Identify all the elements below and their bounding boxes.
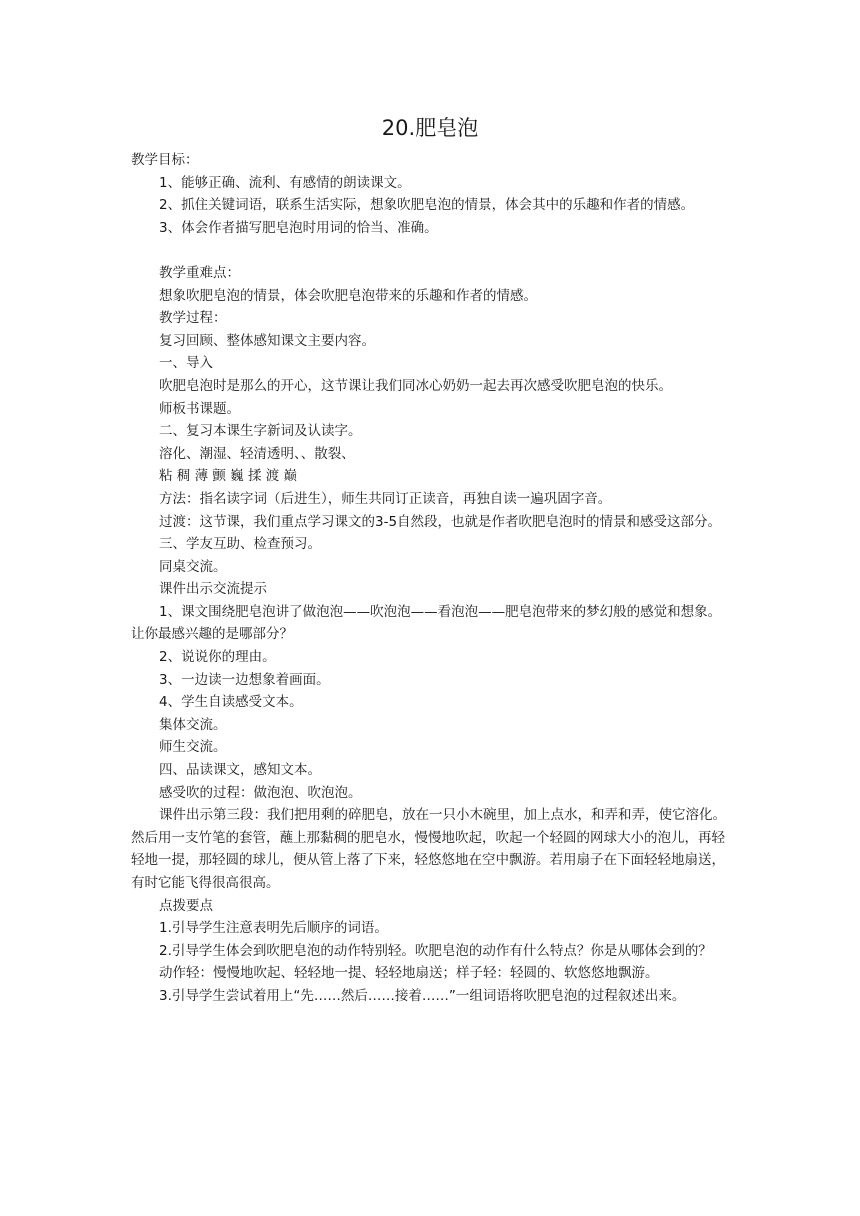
paragraph: 集体交流。 (159, 716, 227, 733)
paragraph: 1、能够正确、流利、有感情的朗读课文。 (159, 174, 411, 191)
paragraph: 师板书课题。 (159, 400, 240, 417)
paragraph: 2.引导学生体会到吹肥皂泡的动作特别轻。吹肥皂泡的动作有什么特点？你是从哪体会到的？ (159, 942, 712, 959)
paragraph: 吹肥皂泡时是那么的开心，这节课让我们同冰心奶奶一起去再次感受吹肥皂泡的快乐。 (159, 377, 672, 394)
paragraph: 想象吹肥皂泡的情景，体会吹肥皂泡带来的乐趣和作者的情感。 (159, 287, 537, 304)
page-title: 20.肥皂泡 (381, 116, 479, 140)
section-heading: 教学目标： (131, 152, 199, 168)
section-heading: 教学重难点： (159, 264, 240, 281)
paragraph: 1、课文围绕肥皂泡讲了做泡泡——吹泡泡——看泡泡——肥皂泡带来的梦幻般的感觉和想象。让你最感兴趣的是哪部分？ (131, 603, 722, 643)
section-heading: 一、导入 (159, 355, 213, 372)
paragraph: 3、体会作者描写肥皂泡时用词的恰当、准确。 (159, 219, 438, 236)
paragraph: 1.引导学生注意表明先后顺序的词语。 (159, 920, 388, 937)
section-heading: 二、复习本课生字新词及认读字。 (159, 423, 362, 440)
paragraph: 点拨要点 (159, 897, 213, 914)
document-body (131, 149, 731, 1008)
paragraph: 同桌交流。 (159, 558, 227, 575)
paragraph: 4、学生自读感受文本。 (159, 694, 303, 711)
paragraph: 感受吹的过程：做泡泡、吹泡泡。 (159, 784, 362, 801)
section-heading: 教学过程： (159, 310, 227, 327)
paragraph: 动作轻：慢慢地吹起、轻轻地一提、轻轻地扇送；样子轻：轻圆的、软悠悠地飘游。 (159, 965, 659, 982)
paragraph: 2、说说你的理由。 (159, 649, 276, 666)
paragraph: 复习回顾、整体感知课文主要内容。 (159, 332, 375, 349)
paragraph: 粘 稠 薄 颤 巍 揉 渡 巅 (159, 468, 298, 485)
paragraph: 方法：指名读字词（后进生），师生共同订正读音，再独自读一遍巩固字音。 (159, 490, 612, 507)
paragraph: 过渡：这节课，我们重点学习课文的3-5自然段，也就是作者吹肥皂泡时的情景和感受这部分。 (159, 513, 722, 530)
blank-line (131, 239, 731, 262)
paragraph: 3、一边读一边想象着画面。 (159, 671, 330, 688)
paragraph: 课件出示第三段：我们把用剩的碎肥皂，放在一只小木碗里，加上点水，和弄和弄，使它溶化。然后用一支竹笔的套管，蘸上那黏稠的肥皂水，慢慢地吹起，吹起一个轻圆的网球大小的泡儿，再轻轻地一提，那轻圆的球儿，便从管上落了下来，轻悠悠地在空中飘游。若用扇子在下面轻轻地扇送，有时它能飞得很高很高。 (131, 807, 726, 891)
paragraph: 课件出示交流提示 (159, 581, 267, 598)
paragraph: 3.引导学生尝试着用上“先……然后……接着……”一组词语将吹肥皂泡的过程叙述出来。 (159, 987, 686, 1004)
paragraph: 师生交流。 (159, 739, 227, 756)
paragraph: 溶化、潮湿、轻清透明、、散裂、 (159, 445, 355, 462)
paragraph: 2、抓住关键词语，联系生活实际，想象吹肥皂泡的情景，体会其中的乐趣和作者的情感。 (159, 197, 695, 214)
section-heading: 四、品读课文，感知文本。 (159, 762, 321, 779)
section-heading: 三、学友互助、检查预习。 (159, 536, 321, 553)
